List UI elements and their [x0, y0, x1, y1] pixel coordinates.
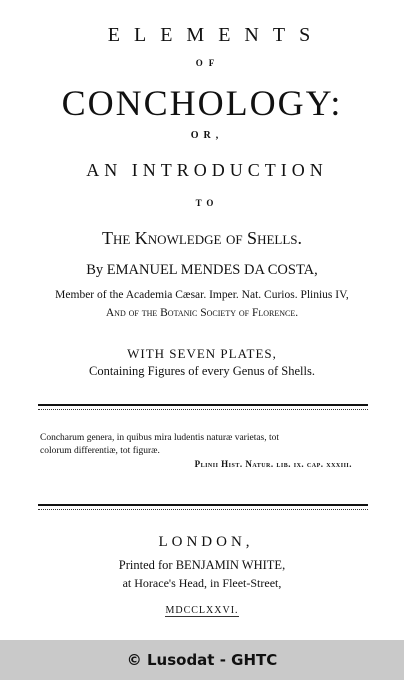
divider-top — [38, 404, 368, 406]
copyright-footer — [0, 640, 404, 680]
divider-bottom-dotted — [38, 509, 368, 510]
imprint-year: MDCCLXXVI. — [165, 605, 239, 616]
imprint-address: at Horace's Head, in Fleet-Street, — [122, 576, 282, 590]
title-to: TO — [195, 198, 219, 208]
copyright-text: © Lusodat - GHTC — [126, 651, 278, 669]
imprint-city: LONDON, — [158, 534, 254, 550]
plates-description: Containing Figures of every Genus of Shells. — [88, 364, 315, 378]
imprint-year-wrap — [0, 600, 404, 618]
title-of: OF — [195, 58, 221, 68]
title-conchology: CONCHOLOGY: — [61, 83, 343, 123]
title-knowledge-of-shells: The Knowledge of Shells. — [101, 228, 303, 248]
title-or: OR, — [190, 130, 224, 141]
author-line: By EMANUEL MENDES DA COSTA, — [86, 262, 318, 278]
epigraph-citation: Plinii Hist. Natur. lib. ix. cap. xxxiii. — [194, 459, 352, 469]
title-elements: ELEMENTS — [107, 24, 325, 46]
epigraph-quote — [40, 432, 365, 457]
epigraph-line-1: Concharum genera, in quibus mira ludentis naturæ varietas, tot — [40, 433, 280, 443]
divider-top-dotted — [38, 409, 368, 410]
divider-bottom — [38, 504, 368, 506]
plates-line: WITH SEVEN PLATES, — [127, 346, 277, 361]
title-introduction: AN INTRODUCTION — [86, 160, 328, 180]
author-membership: Member of the Academia Cæsar. Imper. Nat. Curios. Plinius IV, — [55, 289, 349, 301]
epigraph-line-2: colorum differentiæ, tot figuræ. — [40, 445, 160, 456]
imprint-printer: Printed for BENJAMIN WHITE, — [118, 558, 286, 572]
author-society: And of the Botanic Society of Florence. — [105, 307, 299, 319]
